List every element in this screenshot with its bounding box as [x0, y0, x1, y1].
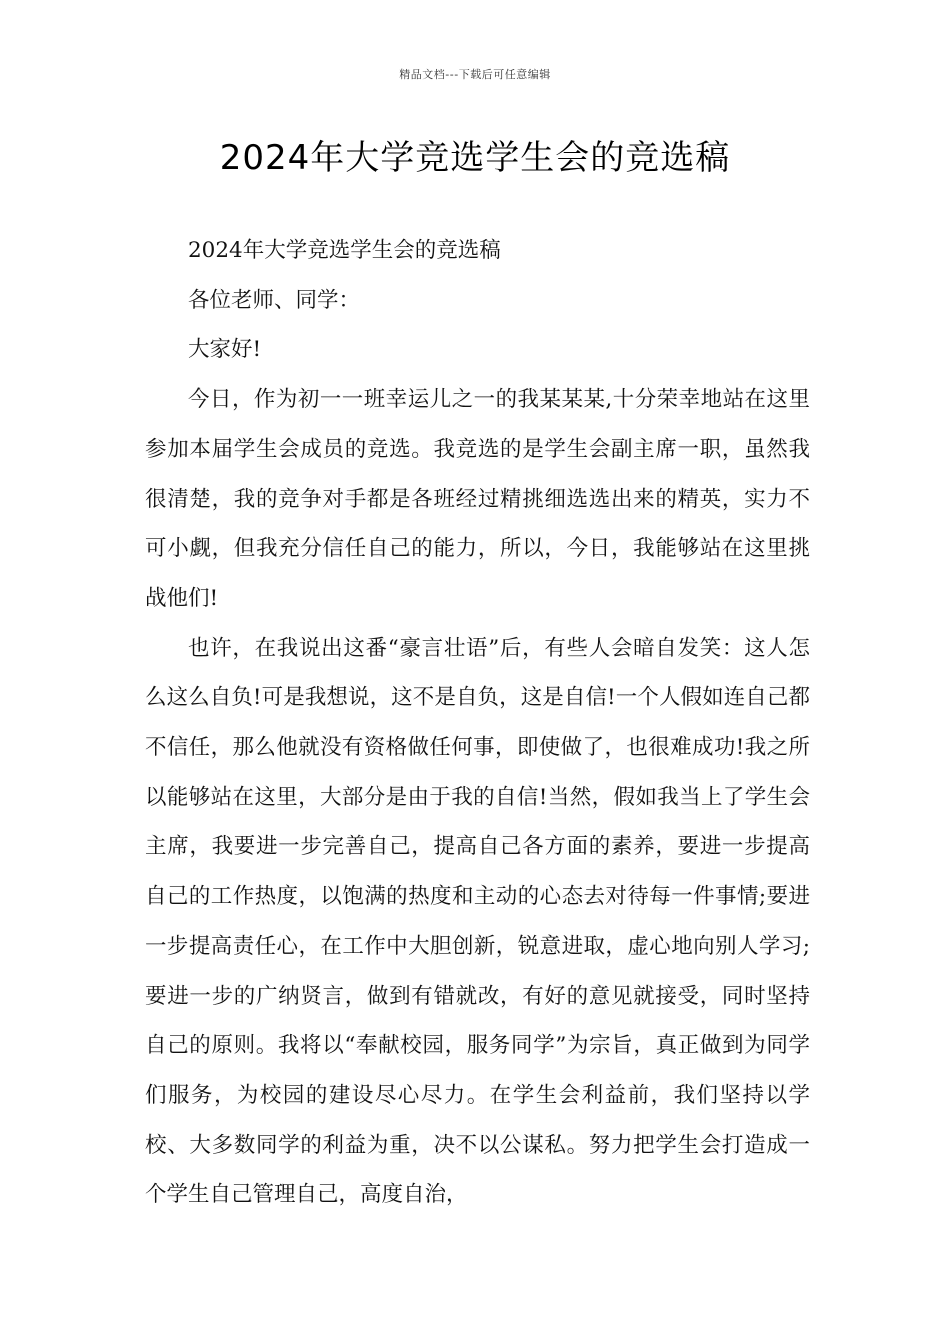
document-body	[145, 226, 810, 1220]
document-title: 2024年大学竞选学生会的竞选稿	[219, 138, 731, 178]
paragraph-greeting: 大家好!	[188, 337, 262, 363]
paragraph-body: 也许，在我说出这番“豪言壮语”后，有些人会暗自发笑：这人怎么这么自负!可是我想说，这不是自负，这是自信!一个人假如连自己都不信任，那么他就没有资格做任何事，即使做了，也很难成功!我之所以能够站在这里，大部分是由于我的自信!当然，假如我当上了学生会主席，我要进一步完善自己，提高自己各方面的素养，要进一步提高自己的工作热度，以饱满的热度和主动的心态去对待每一件事情;要进一步提高责任心，在工作中大胆创新，锐意进取，虚心地向别人学习;要进一步的广纳贤言，做到有错就改，有好的意见就接受，同时坚持自己的原则。我将以“奉献校园，服务同学”为宗旨，真正做到为同学们服务，为校园的建设尽心尽力。在学生会利益前，我们坚持以学校、大多数同学的利益为重，决不以公谋私。努力把学生会打造成一个学生自己管理自己，高度自治，	[145, 635, 810, 1208]
paragraph-body: 今日，作为初一一班幸运儿之一的我某某某,十分荣幸地站在这里参加本届学生会成员的竞选。我竞选的是学生会副主席一职，虽然我很清楚，我的竞争对手都是各班经过精挑细选选出来的精英，实力不可小觑，但我充分信任自己的能力，所以，今日，我能够站在这里挑战他们!	[145, 387, 810, 611]
page-header-note: 精品文档---下载后可任意编辑	[399, 68, 551, 81]
paragraph-salutation: 各位老师、同学：	[188, 287, 361, 313]
paragraph-subtitle: 2024年大学竞选学生会的竞选稿	[188, 238, 501, 263]
